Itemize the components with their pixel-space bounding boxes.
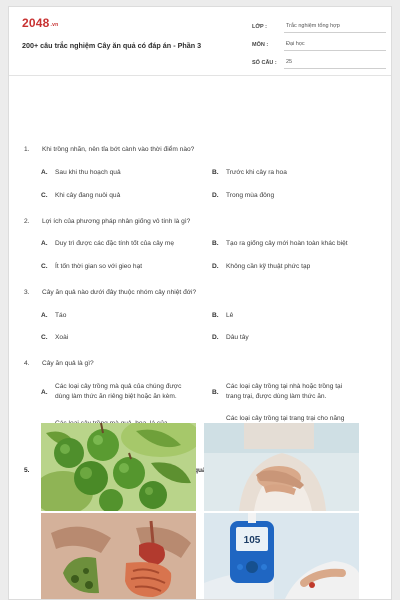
blood-glucose-photo [204, 513, 359, 600]
digestive-illustration [41, 513, 196, 600]
option-letter: D. [212, 192, 219, 199]
question-text: Khi trồng nhãn, nên tỉa bớt cành vào thời điểm nào? [42, 146, 195, 153]
worksheet-header [9, 7, 391, 69]
option-line: dùng làm thức ăn riêng biệt hoặc ăn kèm. [55, 393, 177, 400]
option-letter: A. [41, 388, 48, 396]
logo-text: 2048 [22, 16, 50, 30]
option-b[interactable] [212, 240, 348, 247]
header-divider [9, 75, 391, 76]
question-text: Cây ăn quả là gì? [42, 360, 94, 367]
option-b[interactable] [212, 169, 287, 176]
option-letter: B. [212, 388, 219, 396]
question-number: 1. [24, 146, 30, 153]
question-stem [24, 289, 196, 296]
option-d[interactable] [212, 334, 249, 341]
meta-label: MÔN : [252, 42, 269, 48]
meta-label: SỐ CÂU : [252, 60, 277, 66]
option-a[interactable] [41, 169, 121, 176]
option-letter: B. [212, 312, 219, 319]
meta-label: LỚP : [252, 24, 267, 30]
digestive-system-photo [41, 513, 196, 600]
meta-row-class [252, 15, 386, 33]
meta-value: Đại học [284, 41, 386, 51]
option-b[interactable] [212, 381, 388, 403]
option-letter: D. [212, 263, 219, 270]
question-number: 4. [24, 360, 30, 367]
option-text: Sau khi thu hoạch quả [55, 169, 121, 176]
question-number: 5. [24, 467, 30, 474]
option-text [55, 382, 181, 402]
worksheet-page [8, 6, 392, 600]
option-line: Các loại cây trồng tại trang trại cho năng [226, 415, 345, 423]
glucometer-reading: 105 [243, 535, 261, 546]
option-letter: C. [41, 263, 48, 270]
option-a[interactable] [41, 381, 209, 403]
site-logo[interactable] [22, 16, 58, 30]
question-number: 2. [24, 218, 30, 225]
stomach-pain-photo [204, 423, 359, 511]
glucometer-illustration [204, 513, 359, 600]
meta-value: 25 [284, 59, 386, 69]
stomach-illustration [204, 423, 359, 511]
option-text: Khi cây đang nuôi quả [55, 192, 121, 199]
option-text: Xoài [55, 334, 69, 341]
question-image-collage [41, 423, 359, 600]
question-text: Lợi ích của phương pháp nhân giống vô tính là gì? [42, 218, 191, 225]
worksheet-meta [252, 15, 386, 69]
option-letter: D. [212, 334, 219, 341]
option-letter: A. [41, 240, 48, 247]
option-text [226, 382, 342, 402]
option-d[interactable] [212, 263, 310, 270]
option-letter: A. [41, 312, 48, 319]
option-letter: C. [41, 334, 48, 341]
question-stem [24, 360, 94, 367]
question-stem [24, 218, 190, 225]
document-title: 200+ câu trắc nghiệm Cây ăn quả có đáp án - Phần 3 [22, 41, 202, 50]
option-text: Lê [226, 312, 234, 319]
option-letter: A. [41, 169, 48, 176]
option-a[interactable] [41, 312, 66, 319]
option-letter: C. [41, 192, 48, 199]
option-letter: B. [212, 240, 219, 247]
option-line: Các loại cây trồng mà quả của chúng được [55, 383, 182, 391]
option-line: Các loại cây trồng tại nhà hoặc trồng tại [226, 383, 343, 391]
option-text: Dâu tây [226, 334, 249, 341]
option-text: Không cần kỹ thuật phức tạp [226, 263, 311, 270]
option-c[interactable] [41, 334, 68, 341]
option-text: Ít tốn thời gian so với gieo hạt [55, 263, 143, 270]
meta-value: Trắc nghiệm tổng hợp [284, 23, 386, 33]
question-text: Cây ăn quả nào dưới đây thuộc nhóm cây nhiệt đới? [42, 289, 197, 296]
option-text: Trong mùa đông [226, 192, 275, 199]
logo-tld: .vn [50, 22, 59, 28]
option-text: Duy trì được các đặc tính tốt của cây mẹ [55, 240, 175, 247]
question-number: 3. [24, 289, 30, 296]
option-text: Tạo ra giống cây mới hoàn toàn khác biệt [226, 240, 348, 247]
option-letter: B. [212, 169, 219, 176]
fruit-tree-photo [41, 423, 196, 511]
meta-row-count [252, 51, 386, 69]
option-b[interactable] [212, 312, 233, 319]
question-stem [24, 146, 194, 153]
option-a[interactable] [41, 240, 174, 247]
option-line: trang trại, được dùng làm thức ăn. [226, 393, 327, 400]
option-text: Trước khi cây ra hoa [226, 169, 287, 176]
option-c[interactable] [41, 263, 142, 270]
question-text: quả? [193, 467, 210, 474]
option-c[interactable] [41, 192, 120, 199]
fruit-tree-illustration [41, 423, 196, 511]
option-text: Táo [55, 312, 67, 319]
option-d[interactable] [212, 192, 274, 199]
meta-row-subject [252, 33, 386, 51]
